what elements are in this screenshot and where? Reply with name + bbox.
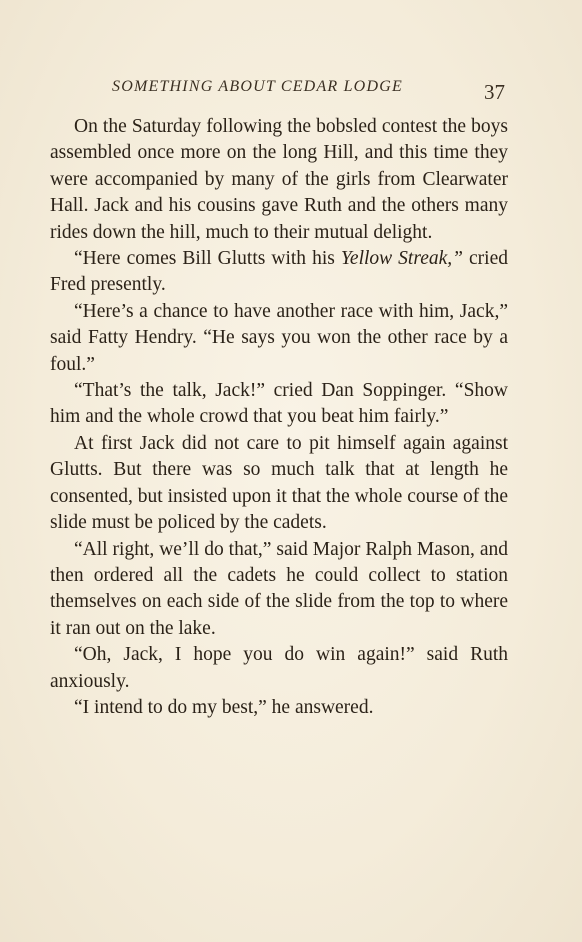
paragraph-4 xyxy=(50,378,508,431)
paragraph-6 xyxy=(50,537,508,643)
paragraph-text: cried Fred presently. xyxy=(50,248,508,296)
paragraph-7 xyxy=(50,642,508,695)
paragraph-text: “Here comes Bill Glutts with his xyxy=(74,248,341,270)
paragraph-1 xyxy=(50,114,508,246)
book-title-emphasis: Yellow Streak,” xyxy=(340,248,463,270)
paragraph-8 xyxy=(50,695,508,721)
paragraph-2 xyxy=(50,246,508,299)
paragraph-5 xyxy=(50,431,508,537)
paragraph-text: “All right, we’ll do that,” said Major Ralph Mason, and then ordered all the cadets he could collect to station themselves on each side of the slide from the top to where it ran out on the lake. xyxy=(50,538,508,639)
running-head xyxy=(112,74,512,104)
paragraph-text: At first Jack did not care to pit himself again against Glutts. But there was so much talk that at length he consented, but insisted upon it that the whole course of the slide must be policed by the cadets. xyxy=(50,432,508,534)
paragraph-text: “I intend to do my best,” he answered. xyxy=(74,696,374,718)
paragraph-text: “Here’s a chance to have another race with him, Jack,” said Fatty Hendry. “He says you won the other race by a foul.” xyxy=(50,300,508,375)
body-text xyxy=(50,114,508,721)
paragraph-text: On the Saturday following the bobsled contest the boys assembled once more on the long Hill, and this time they were accompanied by many of the girls from Clearwater Hall. Jack and his cousins gave Ruth and the others many rides down the hill, much to their mutual delight. xyxy=(50,116,508,243)
page-number: 37 xyxy=(484,80,505,104)
paragraph-text: “Oh, Jack, I hope you do win again!” said Ruth anxiously. xyxy=(50,644,508,692)
running-title: SOMETHING ABOUT CEDAR LODGE xyxy=(112,78,403,95)
paragraph-text: “That’s the talk, Jack!” cried Dan Soppinger. “Show him and the whole crowd that you beat him fairly.” xyxy=(50,380,508,428)
paragraph-3 xyxy=(50,299,508,378)
